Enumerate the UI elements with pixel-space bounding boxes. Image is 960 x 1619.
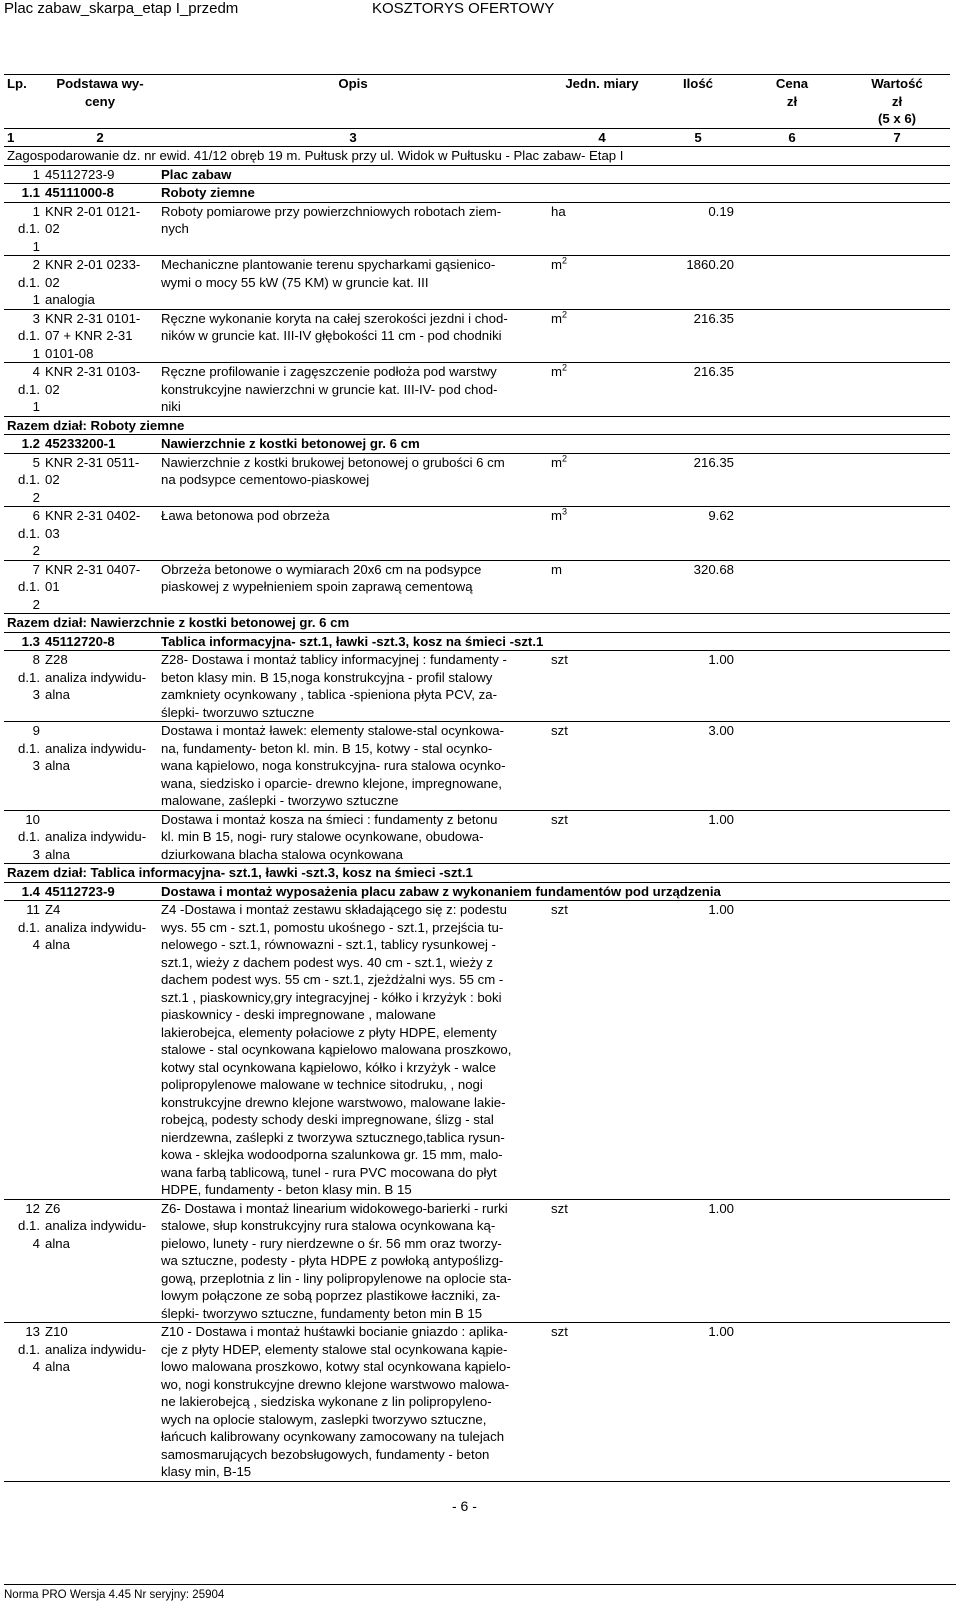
object-line: Zagospodarowanie dz. nr ewid. 41/12 obręb 19 m. Pułtusk przy ul. Widok w Pułtusku - Plac zabaw- Etap I [4,147,950,166]
item-unit-exponent: 2 [562,255,568,266]
item-unit-text: szt [551,723,568,738]
item-opis: Dostawa i montaż kosza na śmieci : fundamenty z betonu kl. min B 15, nogi- rury stalowe ocynkowane, obudowa- dziurkowana blacha stalowa ocynkowana [158,810,548,864]
column-number: 4 [548,128,656,147]
section-code: 45112723-9 [42,882,158,901]
column-number: 2 [42,128,158,147]
item-lp: 11 d.1. 4 [4,901,42,1200]
item-opis: Ława betonowa pod obrzeża [158,507,548,561]
item-unit-text: szt [551,1324,568,1339]
table-row [4,1199,950,1323]
col-header-ilosc: Ilość [656,75,740,129]
col-header-opis: Opis [158,75,548,129]
column-number-row [4,128,950,147]
item-opis: Ręczne wykonanie koryta na całej szerokości jezdni i chod- ników w gruncie kat. III-IV głębokości 11 cm - pod chodniki [158,309,548,363]
item-opis: Z4 -Dostawa i montaż zestawu składającego się z: podestu wys. 55 cm - szt.1, pomostu ukośnego - szt.1, przejścia tu- nelowego - szt.1, równowazni - szt.1, tablicy rysunkowej - szt.1, wieży z dachem podest wys. 40 cm - szt.1, wieży z dachem podest wys. 55 cm - szt.1, zjeżdżalni wys. 55 cm - szt.1 , piaskownicy,gry integracyjnej - kółko i krzyżyk : boki piaskownicy - deski impregnowane , malowane lakierobejca, elementy połaciowe z płyty HDPE, elementy stalowe - stal ocynkowana kąpielowo malowana proszkowo, kotwy stal ocynkowana kąpielowo, kółko i krzyżyk - walce polipropylenowe malowane w technice sitodruku, , nogi konstrukcyjne drewno klejone warstwowo, malowane lakie- robejcą, podesty schody deski impregnowane, ślizg - stal nierdzewna, zaślepki z tworzywa sztucznego,tablica rysun- kowa - sklejka wodoodporna szalunkowa gr. 15 mm, malo- wana farbą tablicową, tunel - rura PVC mocowana do płyt HDPE, fundamenty - beton klasy min. B 15 [158,901,548,1200]
col-header-cena: Cena zł [740,75,844,129]
item-price [740,453,844,507]
item-price [740,363,844,417]
section-name: Roboty ziemne [158,184,950,203]
table-row [4,202,950,256]
item-podstawa: analiza indywidu- alna [42,810,158,864]
footer-divider [4,1584,956,1585]
col-header-jedn: Jedn. miary [548,75,656,129]
item-value [844,651,950,722]
table-row [4,722,950,811]
column-number: 5 [656,128,740,147]
item-lp: 7 d.1. 2 [4,560,42,614]
column-header-row [4,75,950,129]
item-price [740,901,844,1200]
section-lp: 1.2 [4,435,42,454]
item-unit [548,507,656,561]
item-unit-text: m [551,561,562,577]
item-price [740,256,844,310]
table-row [4,651,950,722]
section-summary-row [4,864,950,883]
item-value [844,453,950,507]
item-unit-exponent: 2 [562,362,568,373]
group-code: 45112723-9 [42,165,158,184]
item-opis: Nawierzchnie z kostki brukowej betonowej o grubości 6 cm na podsypce cementowo-piaskowej [158,453,548,507]
section-code: 45112720-8 [42,632,158,651]
item-value [844,256,950,310]
item-opis: Obrzeża betonowe o wymiarach 20x6 cm na podsypce piaskowej z wypełnieniem spoin zaprawą cementową [158,560,548,614]
item-podstawa: KNR 2-31 0511- 02 [42,453,158,507]
object-line-row [4,147,950,166]
section-lp: 1.3 [4,632,42,651]
item-quantity: 1860.20 [656,256,740,310]
item-opis: Dostawa i montaż ławek: elementy stalowe-stal ocynkowa- na, fundamenty- beton kl. min. B 15, kotwy - stal ocynko- wana kąpielowo, noga konstrukcyjna- rura stalowa ocynko- wana, siedzisko i oparcie- drewno klejone, impregnowane, malowane, zaślepki - tworzywo sztuczne [158,722,548,811]
item-lp: 1 d.1. 1 [4,202,42,256]
item-quantity: 216.35 [656,309,740,363]
item-lp: 9 d.1. 3 [4,722,42,811]
column-number: 1 [4,128,42,147]
table-row [4,363,950,417]
section-name: Nawierzchnie z kostki betonowej gr. 6 cm [158,435,950,454]
item-unit [548,722,656,811]
group-row [4,165,950,184]
item-unit-text: szt [551,902,568,917]
col-header-podstawa: Podstawa wy- ceny [42,75,158,129]
cost-estimate-table [4,74,950,1482]
section-name: Dostawa i montaż wyposażenia placu zabaw z wykonaniem fundamentów pod urządzenia [158,882,950,901]
item-unit-text: szt [551,652,568,667]
item-lp: 5 d.1. 2 [4,453,42,507]
table-row [4,1323,950,1482]
item-unit [548,309,656,363]
item-price [740,1323,844,1482]
item-value [844,810,950,864]
item-opis: Z28- Dostawa i montaż tablicy informacyjnej : fundamenty - beton klasy min. B 15,noga konstrukcyjna - profil stalowy zamkniety ocynkowany , tablica -spieniona płyta PCV, za- ślepki- tworzuwo sztuczne [158,651,548,722]
table-row [4,560,950,614]
item-opis: Mechaniczne plantowanie terenu spycharkami gąsienico- wymi o mocy 55 kW (75 KM) w gruncie kat. III [158,256,548,310]
section-code: 45233200-1 [42,435,158,454]
group-name: Plac zabaw [158,165,950,184]
item-unit-text: szt [551,1200,568,1216]
item-unit-exponent: 2 [562,309,568,320]
item-quantity: 0.19 [656,202,740,256]
item-price [740,309,844,363]
item-unit [548,363,656,417]
section-row [4,435,950,454]
item-value [844,309,950,363]
section-summary: Razem dział: Nawierzchnie z kostki betonowej gr. 6 cm [4,614,950,633]
item-podstawa: Z28 analiza indywidu- alna [42,651,158,722]
section-code: 45111000-8 [42,184,158,203]
item-unit-text: m [551,310,562,326]
table-row [4,507,950,561]
item-quantity: 1.00 [656,901,740,1200]
item-quantity: 3.00 [656,722,740,811]
item-unit [548,810,656,864]
item-quantity: 320.68 [656,560,740,614]
item-value [844,901,950,1200]
item-unit [548,1323,656,1482]
item-value [844,507,950,561]
item-price [740,560,844,614]
item-podstawa: KNR 2-01 0121- 02 [42,202,158,256]
item-unit-text: m [551,257,562,272]
item-quantity: 1.00 [656,1323,740,1482]
item-unit-text: szt [551,811,568,827]
item-value [844,202,950,256]
item-quantity: 9.62 [656,507,740,561]
item-unit [548,1199,656,1323]
section-name: Tablica informacyjna- szt.1, ławki -szt.3, kosz na śmieci -szt.1 [158,632,950,651]
item-price [740,722,844,811]
item-value [844,1199,950,1323]
item-quantity: 216.35 [656,363,740,417]
item-podstawa: Z6 analiza indywidu- alna [42,1199,158,1323]
item-unit-text: m [551,454,562,470]
item-quantity: 1.00 [656,810,740,864]
item-unit-text: ha [551,203,566,219]
item-unit [548,202,656,256]
table-row [4,453,950,507]
item-price [740,507,844,561]
section-summary-row [4,416,950,435]
item-lp: 3 d.1. 1 [4,309,42,363]
section-row [4,632,950,651]
item-lp: 8 d.1. 3 [4,651,42,722]
item-unit-exponent: 3 [562,506,568,517]
item-podstawa: KNR 2-31 0103- 02 [42,363,158,417]
table-row [4,901,950,1200]
item-price [740,651,844,722]
item-opis: Roboty pomiarowe przy powierzchniowych robotach ziem- nych [158,202,548,256]
document-title: Plac zabaw_skarpa_etap I_przedm [4,0,239,17]
item-unit [548,651,656,722]
item-opis: Ręczne profilowanie i zagęszczenie podłoża pod warstwy konstrukcyjne nawierzchni w gruncie kat. III-IV- pod chod- niki [158,363,548,417]
item-value [844,363,950,417]
item-quantity: 216.35 [656,453,740,507]
item-unit [548,256,656,310]
item-lp: 10 d.1. 3 [4,810,42,864]
cost-estimate-table-wrapper [4,74,950,1482]
item-podstawa: Z4 analiza indywidu- alna [42,901,158,1200]
item-unit-exponent: 2 [562,453,568,464]
item-quantity: 1.00 [656,1199,740,1323]
table-row [4,256,950,310]
item-price [740,810,844,864]
item-value [844,560,950,614]
section-lp: 1.4 [4,882,42,901]
column-number: 7 [844,128,950,147]
item-podstawa: analiza indywidu- alna [42,722,158,811]
item-value [844,1323,950,1482]
item-lp: 4 d.1. 1 [4,363,42,417]
column-number: 6 [740,128,844,147]
section-row [4,882,950,901]
item-price [740,202,844,256]
item-value [844,722,950,811]
item-opis: Z6- Dostawa i montaż linearium widokowego-barierki - rurki stalowe, słup konstrukcyjny rura stalowa ocynkowana ką- pielowo, lunety - rury nierdzewne o śr. 56 mm oraz tworzy- wa sztuczne, podesty - płyta HDPE z powłoką antypoślizg- gową, przeplotnia z lin - liny polipropylenowe na oplocie sta- lowym połączone ze sobą poprzez plastikowe łaczniki, za- ślepki- tworzywo sztuczne, fundamenty beton min B 15 [158,1199,548,1323]
group-lp: 1 [4,165,42,184]
col-header-wartosc: Wartość zł (5 x 6) [844,75,950,129]
item-unit [548,560,656,614]
item-podstawa: KNR 2-31 0407- 01 [42,560,158,614]
item-unit [548,453,656,507]
item-lp: 6 d.1. 2 [4,507,42,561]
item-podstawa: Z10 analiza indywidu- alna [42,1323,158,1482]
item-lp: 12 d.1. 4 [4,1199,42,1323]
item-podstawa: KNR 2-31 0402- 03 [42,507,158,561]
column-number: 3 [158,128,548,147]
item-unit-text: m [551,508,562,523]
item-podstawa: KNR 2-31 0101- 07 + KNR 2-31 0101-08 [42,309,158,363]
item-unit-text: m [551,364,562,379]
item-lp: 2 d.1. 1 [4,256,42,310]
col-header-lp: Lp. [4,75,42,129]
item-opis: Z10 - Dostawa i montaż huśtawki bocianie gniazdo : aplika- cje z płyty HDEP, elementy stalowe stal ocynkowana kąpie- lowo malowana proszkowo, kotwy stal ocynkowana kąpielo- wo, nogi konstrukcyjne drewno klejone warstwowo malowa- ne lakierobejcą , siedziska wykonane z lin polipropyleno- wych na oplocie stalowym, zaslepki tworzywo sztuczne, łańcuch kalibrowany ocynkowany zamocowany na tulejach samosmarujących bezobsługowych, fundamenty - beton klasy min, B-15 [158,1323,548,1482]
page-number: - 6 - [452,1498,477,1514]
section-summary-row [4,614,950,633]
report-type-title: KOSZTORYS OFERTOWY [372,0,555,17]
software-version: Norma PRO Wersja 4.45 Nr seryjny: 25904 [4,1589,225,1601]
section-row [4,184,950,203]
item-price [740,1199,844,1323]
item-podstawa: KNR 2-01 0233- 02 analogia [42,256,158,310]
item-unit [548,901,656,1200]
section-summary: Razem dział: Tablica informacyjna- szt.1, ławki -szt.3, kosz na śmieci -szt.1 [4,864,950,883]
section-summary: Razem dział: Roboty ziemne [4,416,950,435]
table-row [4,309,950,363]
table-row [4,810,950,864]
item-quantity: 1.00 [656,651,740,722]
section-lp: 1.1 [4,184,42,203]
item-lp: 13 d.1. 4 [4,1323,42,1482]
table-body [4,75,950,1482]
